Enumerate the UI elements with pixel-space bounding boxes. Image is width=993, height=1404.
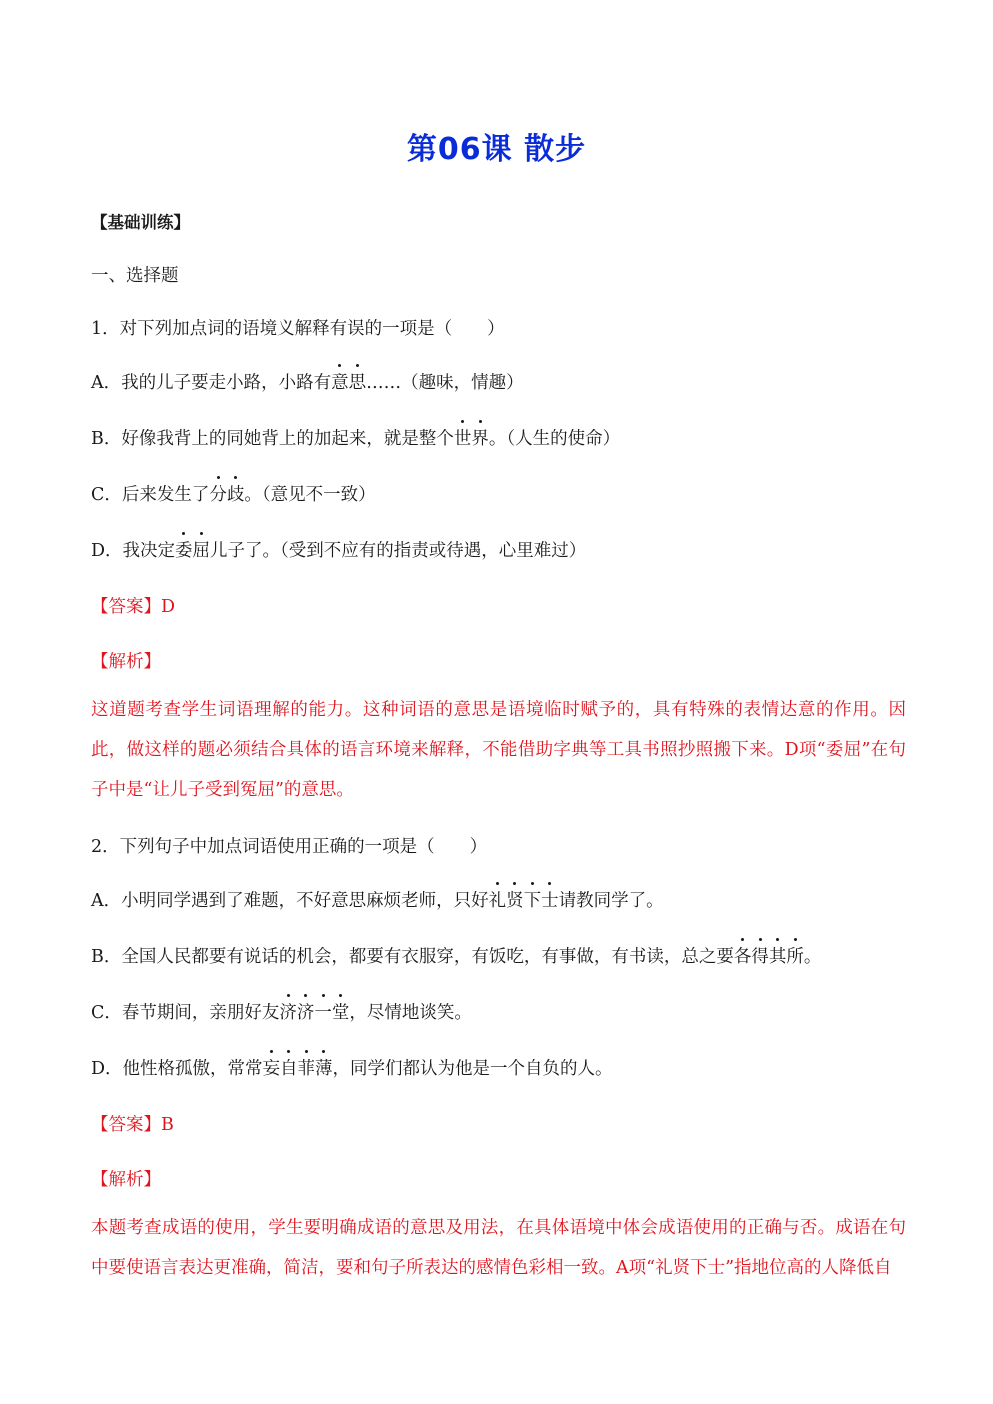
dotted-char: 所	[786, 943, 804, 968]
option-text-tail: 请教同学了。	[558, 891, 664, 911]
option-text-tail: ，同学们都认为他是一个自负的人。	[332, 1059, 613, 1079]
option-text: A．小明同学遇到了难题，不好意思麻烦老师，只好	[91, 891, 489, 911]
dotted-char: 菲	[298, 1055, 316, 1080]
dotted-char: 济	[297, 999, 315, 1024]
dotted-char: 各	[734, 943, 752, 968]
question-2-stem: 2．下列句子中加点词语使用正确的一项是（ ）	[91, 837, 488, 857]
dotted-char: 分	[209, 481, 227, 506]
q2-option-b	[91, 943, 821, 968]
dotted-char: 礼	[489, 887, 507, 912]
q2-option-d	[91, 1055, 613, 1080]
option-text: B．全国人民都要有说话的机会，都要有衣服穿，有饭吃，有事做，有书读，总之要	[91, 947, 734, 967]
q2-analysis-text: 本题考查成语的使用，学生要明确成语的意思及用法，在具体语境中体会成语使用的正确与否。成语在句中要使语言表达更准确，简洁，要和句子所表达的感情色彩相一致。A项“礼贤下士”指地位高的人降低自	[91, 1218, 906, 1278]
option-text-tail: 。	[803, 947, 822, 967]
section-heading: 【基础训练】	[91, 213, 190, 232]
q1-answer: 【答案】D	[91, 597, 176, 617]
dotted-char: 世	[454, 425, 472, 450]
option-text: A．我的儿子要走小路，小路有	[91, 373, 332, 393]
option-text: B．好像我背上的同她背上的加起来，就是整个	[91, 429, 454, 449]
q2-option-c	[91, 999, 472, 1024]
dotted-char: 薄	[315, 1055, 333, 1080]
dotted-char: 自	[280, 1055, 298, 1080]
option-text: D．我决定	[91, 541, 176, 561]
dotted-char: 下	[524, 887, 542, 912]
q1-analysis-text: 这道题考查学生词语理解的能力。这种词语的意思是语境临时赋予的，具有特殊的表情达意的作用。因此，做这样的题必须结合具体的语言环境来解释，不能借助字典等工具书照抄照搬下来。D项“委屈”在句子中是“让儿子受到冤屈”的意思。	[91, 700, 906, 800]
q2-analysis-label: 【解析】	[91, 1170, 161, 1190]
dotted-char: 妄	[263, 1055, 281, 1080]
dotted-char: 意	[331, 369, 349, 394]
q1-option-b	[91, 425, 620, 450]
question-1-stem: 1．对下列加点词的语境义解释有误的一项是（ ）	[91, 319, 505, 339]
q1-option-a	[91, 369, 524, 394]
dotted-char: 得	[751, 943, 769, 968]
dotted-char: 一	[314, 999, 332, 1024]
dotted-char: 委	[175, 537, 193, 562]
q1-option-d	[91, 537, 586, 562]
dotted-char: 济	[279, 999, 297, 1024]
dotted-char: 思	[349, 369, 367, 394]
page-title: 第06课 散步	[406, 132, 587, 167]
q2-option-a	[91, 887, 664, 912]
option-gloss: 儿子了。（受到不应有的指责或待遇，心里难过）	[210, 541, 587, 561]
option-text: D．他性格孤傲，常常	[91, 1059, 263, 1079]
dotted-char: 贤	[506, 887, 524, 912]
option-gloss: 。（意见不一致）	[244, 485, 376, 505]
dotted-char: 歧	[227, 481, 245, 506]
q1-option-c	[91, 481, 376, 506]
dotted-char: 士	[541, 887, 559, 912]
part-heading: 一、选择题	[91, 266, 179, 286]
option-text: C．春节期间，亲朋好友	[91, 1003, 280, 1023]
q2-answer: 【答案】B	[91, 1115, 174, 1135]
option-gloss: 。（人生的使命）	[488, 429, 621, 449]
dotted-char: 界	[471, 425, 489, 450]
dotted-char: 其	[769, 943, 787, 968]
option-gloss: ……（趣味，情趣）	[366, 373, 524, 393]
q1-analysis-label: 【解析】	[91, 652, 161, 672]
dotted-char: 堂	[332, 999, 350, 1024]
option-text-tail: ，尽情地谈笑。	[349, 1003, 472, 1023]
dotted-char: 屈	[193, 537, 211, 562]
option-text: C．后来发生了	[91, 485, 210, 505]
